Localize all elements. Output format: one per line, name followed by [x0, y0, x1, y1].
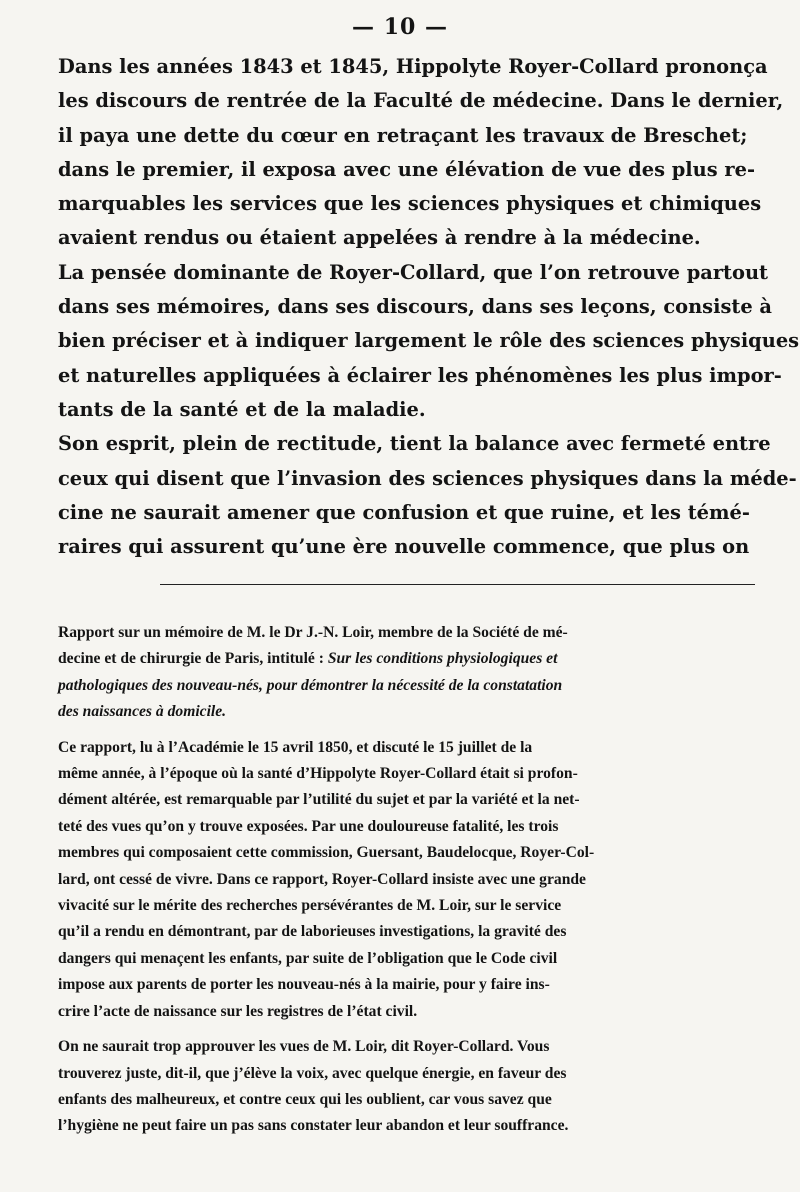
- footnote-line: teté des vues qu’on y trouve exposées. Par une douloureuse fatalité, les trois: [58, 817, 559, 835]
- footnote-line: trouverez juste, dit-il, que j’élève la voix, avec quelque énergie, en faveur des: [58, 1064, 567, 1082]
- text-line: ceux qui disent que l’invasion des sciences physiques dans la méde-: [58, 466, 797, 490]
- paragraph-3: [58, 427, 797, 564]
- footnote-line: impose aux parents de porter les nouveau-nés à la mairie, pour y faire ins-: [58, 976, 550, 994]
- footnote-line: qu’il a rendu en démontrant, par de laborieuses investigations, la gravité des: [58, 923, 567, 941]
- footnote-line: [58, 646, 770, 672]
- footnote-line: membres qui composaient cette commission, Guersant, Baudelocque, Royer-Col-: [58, 844, 595, 862]
- footnote-line: Ce rapport, lu à l’Académie le 15 avril 1850, et discuté le 15 juillet de la: [58, 738, 533, 756]
- footnote-line: l’hygiène ne peut faire un pas sans constater leur abandon et leur souffrance.: [58, 1117, 569, 1135]
- footnote-3: [58, 1034, 770, 1140]
- footnote-separator: [160, 584, 755, 585]
- footnote-text: decine et de chirurgie de Paris, intitulé :: [58, 650, 328, 668]
- text-line: avaient rendus ou étaient appelées à rendre à la médecine.: [58, 226, 701, 250]
- text-line: bien préciser et à indiquer largement le rôle des sciences physiques: [58, 329, 800, 353]
- paragraph-1: [58, 50, 784, 256]
- text-line: et naturelles appliquées à éclairer les phénomènes les plus impor-: [58, 363, 782, 387]
- footnote-title: Sur les conditions physiologiques et: [327, 650, 558, 668]
- main-text: [58, 50, 800, 564]
- text-line: Dans les années 1843 et 1845, Hippolyte Royer-Collard prononça: [58, 55, 768, 78]
- footnote-line: Rapport sur un mémoire de M. le Dr J.-N. Loir, membre de la Société de mé-: [58, 624, 568, 641]
- text-line: La pensée dominante de Royer-Collard, que l’on retrouve partout: [58, 260, 769, 284]
- text-line: dans ses mémoires, dans ses discours, dans ses leçons, consiste à: [58, 295, 772, 319]
- text-line: raires qui assurent qu’une ère nouvelle commence, que plus on: [58, 535, 750, 559]
- footnote-line: vivacité sur le mérite des recherches persévérantes de M. Loir, sur le service: [58, 897, 562, 915]
- text-line: les discours de rentrée de la Faculté de médecine. Dans le dernier,: [58, 89, 784, 113]
- text-line: dans le premier, il exposa avec une élévation de vue des plus re-: [58, 157, 756, 181]
- footnote-line: dément altérée, est remarquable par l’utilité du sujet et par la variété et la net-: [58, 791, 580, 809]
- text-line: il paya une dette du cœur en retraçant les travaux de Breschet;: [58, 123, 748, 147]
- footnote-line: enfants des malheureux, et contre ceux qui les oublient, car vous savez que: [58, 1090, 552, 1108]
- footnote-line: lard, ont cessé de vivre. Dans ce rapport, Royer-Collard insiste avec une grande: [58, 870, 586, 888]
- footnote-line: dangers qui menaçent les enfants, par suite de l’obligation que le Code civil: [58, 949, 558, 967]
- text-line: Son esprit, plein de rectitude, tient la balance avec fermeté entre: [58, 432, 771, 456]
- text-line: marquables les services que les sciences physiques et chimiques: [58, 192, 762, 216]
- footnote-line: On ne saurait trop approuver les vues de M. Loir, dit Royer-Collard. Vous: [58, 1038, 550, 1056]
- text-line: cine ne saurait amener que confusion et que ruine, et les témé-: [58, 500, 750, 524]
- footnote-line: crire l’acte de naissance sur les registres de l’état civil.: [58, 1002, 418, 1020]
- footnotes: [58, 620, 770, 1149]
- footnote-title: des naissances à domicile.: [58, 703, 227, 721]
- paragraph-2: [58, 256, 800, 427]
- footnote-title: pathologiques des nouveau-nés, pour démontrer la nécessité de la constatation: [58, 676, 563, 694]
- footnote-1: [58, 620, 770, 726]
- footnote-2: [58, 735, 770, 1025]
- text-line: tants de la santé et de la maladie.: [58, 397, 426, 421]
- footnote-line: même année, à l’époque où la santé d’Hippolyte Royer-Collard était si profon-: [58, 765, 578, 783]
- page-number: — 10 —: [352, 14, 448, 40]
